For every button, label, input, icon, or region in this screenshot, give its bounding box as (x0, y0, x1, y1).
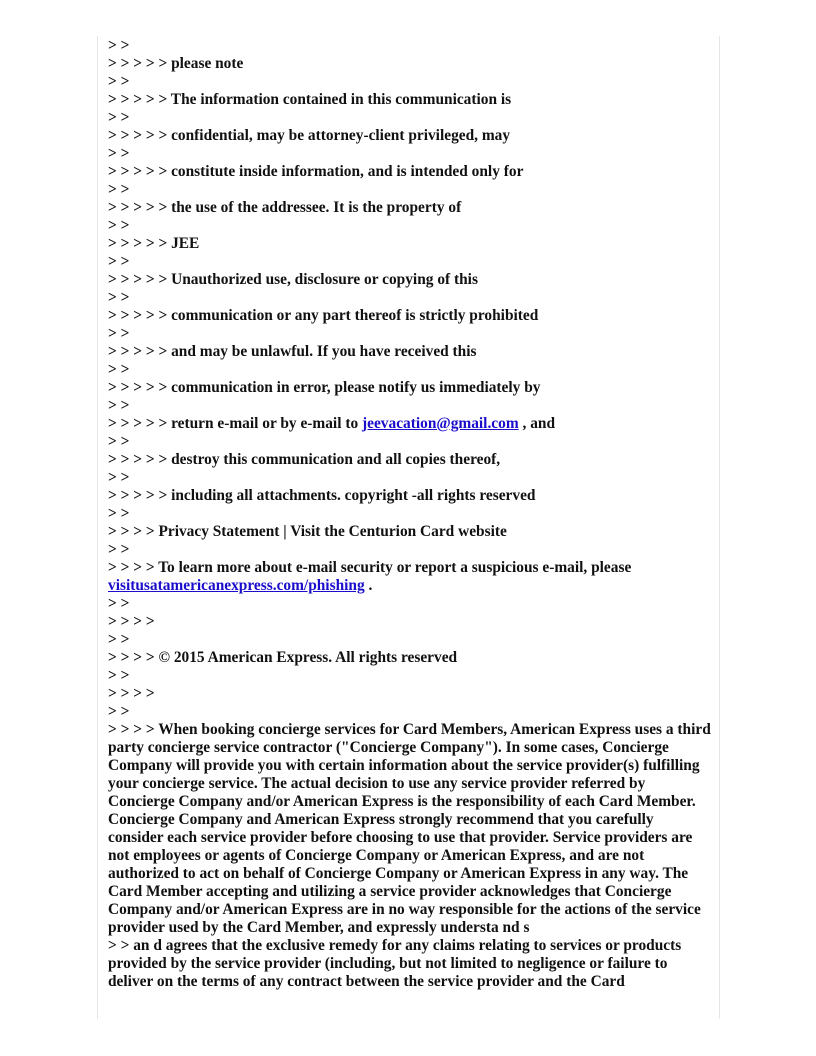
email-line (108, 415, 712, 433)
line-text: > > > > > confidential, may be attorney-client privileged, may (108, 127, 511, 144)
line-text: > > > > > including all attachments. copyright -all rights reserved (108, 487, 536, 504)
email-line (108, 55, 712, 73)
email-line (108, 127, 712, 145)
line-text: > > > > (108, 685, 155, 702)
email-line (108, 469, 712, 487)
email-line (108, 37, 712, 55)
line-text: > > (108, 469, 130, 486)
email-line (108, 487, 712, 505)
line-text: > > (108, 289, 130, 306)
line-text: > > (108, 631, 130, 648)
line-text: > > > > > The information contained in this communication is (108, 91, 512, 108)
email-line (108, 109, 712, 127)
email-line (108, 649, 712, 667)
email-line (108, 379, 712, 397)
email-line (108, 685, 712, 703)
line-text: > > (108, 73, 130, 90)
email-line (108, 307, 712, 325)
email-line (108, 397, 712, 415)
email-line (108, 253, 712, 271)
email-line (108, 631, 712, 649)
line-text-after: . (364, 577, 373, 594)
email-line (108, 325, 712, 343)
line-text: > > > > To learn more about e-mail security or report a suspicious e-mail, please (108, 559, 636, 576)
email-line (108, 181, 712, 199)
email-line (108, 451, 712, 469)
line-text: > > > > When booking concierge services for Card Members, American Express uses a third party concierge service contractor ("Concierge Company"). In some cases, Concierge Company will provide you with certain information about the service provider(s) fulfilling your concierge service. The actual decision to use any service provider referred by Concierge Company and/or American Express is the responsibility of each Card Member. Concierge Company and American Express strongly recommend that you carefully consider each service provider before choosing to use that provider. Service providers are not employees or agents of Concierge Company or American Express, and are not authorized to act on behalf of Concierge Company or American Express in any way. The Card Member accepting and utilizing a service provider acknowledges that Concierge Company and/or American Express are in no way responsible for the actions of the service provider used by the Card Member, and expressly understa nd s (108, 721, 715, 936)
line-text: > > (108, 433, 130, 450)
line-text: > > > > > Unauthorized use, disclosure or copying of this (108, 271, 478, 288)
line-text: > > (108, 541, 130, 558)
email-line (108, 343, 712, 361)
line-text: > > > > (108, 613, 155, 630)
email-line (108, 541, 712, 559)
email-link[interactable]: jeevacation@gmail.com (362, 415, 519, 432)
line-text: > > > > Privacy Statement | Visit the Centurion Card website (108, 523, 507, 540)
line-text: > > (108, 703, 130, 720)
line-text: > > > > > please note (108, 55, 244, 72)
email-link[interactable]: visitusatamericanexpress.com/phishing (108, 577, 365, 594)
email-line (108, 721, 715, 937)
email-line (108, 217, 712, 235)
email-line (108, 361, 712, 379)
email-line (108, 667, 712, 685)
email-line (108, 91, 712, 109)
email-line (108, 595, 712, 613)
email-line (108, 559, 712, 595)
line-text: > > (108, 325, 130, 342)
line-text: > > > > > and may be unlawful. If you have received this (108, 343, 477, 360)
email-line (108, 73, 712, 91)
email-line (108, 433, 712, 451)
line-text: > > (108, 217, 130, 234)
email-line (108, 163, 712, 181)
line-text: > > (108, 667, 130, 684)
line-text: > > > > > return e-mail or by e-mail to (108, 415, 363, 432)
line-text: > > (108, 109, 130, 126)
email-body (108, 37, 715, 991)
line-text: > > (108, 37, 130, 54)
line-text: > > > > > communication or any part thereof is strictly prohibited (108, 307, 539, 324)
email-line (108, 289, 712, 307)
email-line (108, 523, 712, 541)
email-line (108, 937, 712, 991)
line-text: > > (108, 253, 130, 270)
email-line (108, 271, 712, 289)
line-text: > > > > > the use of the addressee. It is the property of (108, 199, 462, 216)
line-text: > > (108, 145, 130, 162)
email-line (108, 235, 712, 253)
line-text: > > (108, 361, 130, 378)
line-text: > > (108, 397, 130, 414)
line-text: > > an d agrees that the exclusive remedy for any claims relating to services or products provided by the service provider (including, but not limited to negligence or failure to deliver on the terms of any contract between the service provider and the Card (108, 937, 686, 990)
line-text: > > > > > destroy this communication and all copies thereof, (108, 451, 501, 468)
line-text: > > (108, 595, 130, 612)
email-line (108, 613, 712, 631)
line-text: > > > > > communication in error, please notify us immediately by (108, 379, 541, 396)
line-text: > > > > > constitute inside information, and is intended only for (108, 163, 524, 180)
line-text: > > (108, 505, 130, 522)
line-text: > > > > © 2015 American Express. All rights reserved (108, 649, 458, 666)
email-line (108, 145, 712, 163)
email-line (108, 199, 712, 217)
line-text-after: , and (518, 415, 556, 432)
line-text: > > > > > JEE (108, 235, 200, 252)
email-line (108, 703, 712, 721)
email-line (108, 505, 712, 523)
line-text: > > (108, 181, 130, 198)
